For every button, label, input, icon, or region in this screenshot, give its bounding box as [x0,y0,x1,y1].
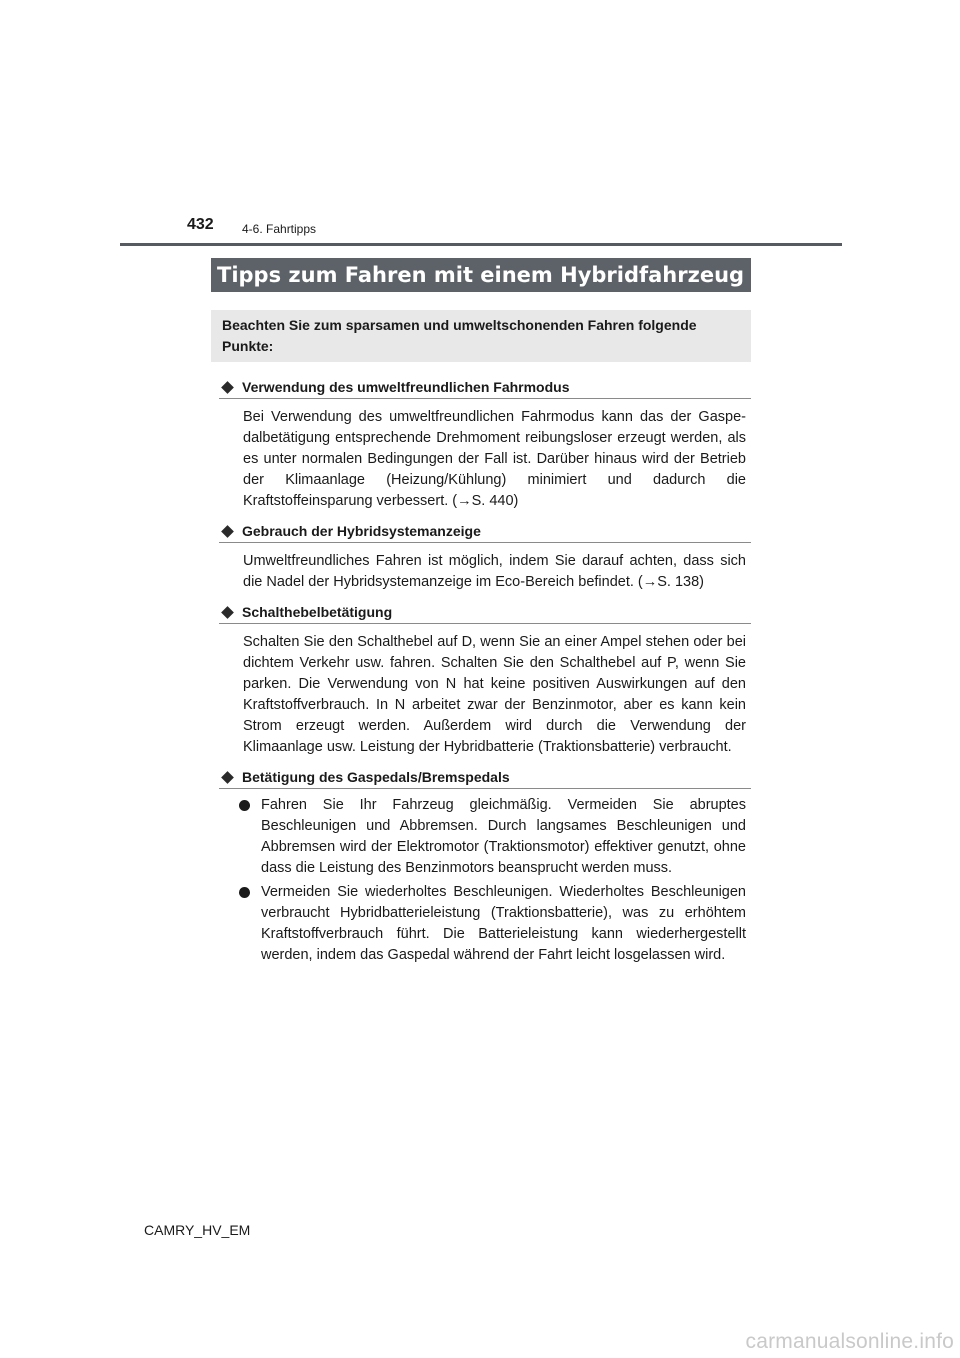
diamond-icon [221,381,234,394]
header-rule [120,243,842,246]
section-heading-text: Betätigung des Gaspedals/Bremspedals [242,769,510,785]
section-label: 4-6. Fahrtipps [242,222,317,236]
footer-model-code: CAMRY_HV_EM [144,1222,251,1238]
section-heading-text: Verwendung des umweltfreundlichen Fahrmodus [242,379,570,395]
intro-box: Beachten Sie zum sparsamen und umweltschonenden Fahren folgende Punkte: [211,310,751,362]
list-item-text: Fahren Sie Ihr Fahrzeug gleichmäßig. Vermeiden Sie abruptes Beschleunigen und Abbremsen. Durch langsames Beschleunigen und Abbremsen wird der Elektromotor (Traktionsmotor) effektiver genutzt, ohne dass die Leistung des Benzinmotors beansprucht werden muss. [261,797,746,876]
section-heading [219,520,751,543]
list-item [237,795,746,879]
diamond-icon [221,771,234,784]
bullet-list [237,795,746,966]
bullet-dot-icon [239,800,250,811]
section-body: Bei Verwendung des umweltfreundlichen Fahrmodus kann das der Gaspedalbetätigung entsprechende Drehmoment reibungsloser erzeugt werden, als es unter normalen Bedingungen der Fall ist. Darüber hinaus wird der Betrieb der Klimaanlage (Heizung/Kühlung) minimiert und dadurch die Kraftstoffeinsparung verbessert. (→S. 440) [243,409,746,509]
page-number: 432 [187,216,214,233]
section-heading [219,376,751,399]
content [219,376,751,969]
page-title: Tipps zum Fahren mit einem Hybridfahrzeug [211,258,751,292]
section-body: Schalten Sie den Schalthebel auf D, wenn Sie an einer Ampel stehen oder bei dichtem Verkehr usw. fahren. Schalten Sie den Schalthebel auf P, wenn Sie parken. Die Verwendung von N hat keine positiven Auswirkungen auf den Kraftstoffverbrauch. In N arbeitet zwar der Benzinmotor, aber es kann kein Strom erzeugt werden. Außerdem wird durch die Verwendung der Klimaanlage usw. Leistung der Hybridbatterie (Traktionsbatterie) verbraucht. [243,634,746,755]
section-heading [219,601,751,624]
bullet-dot-icon [239,887,250,898]
section-heading-text: Schalthebelbetätigung [242,604,393,620]
diamond-icon [221,606,234,619]
watermark: carmanualsonline.info [745,1330,954,1353]
diamond-icon [221,525,234,538]
section-body: Umweltfreundliches Fahren ist möglich, indem Sie darauf achten, dass sich die Nadel der Hybridsystemanzeige im Eco-Bereich befindet. (→S. 138) [243,553,746,590]
list-item-text: Vermeiden Sie wiederholtes Beschleunigen. Wiederholtes Beschleunigen verbraucht Hybridbatterieleistung (Traktionsbatterie), was zu erhöhtem Kraftstoffverbrauch führt. Die Batterieleistung kann wiederhergestellt werden, indem das Gaspedal während der Fahrt leicht losgelassen wird. [261,884,746,963]
section-heading-text: Gebrauch der Hybridsystemanzeige [242,523,481,539]
section-heading [219,766,751,789]
list-item [237,882,746,966]
